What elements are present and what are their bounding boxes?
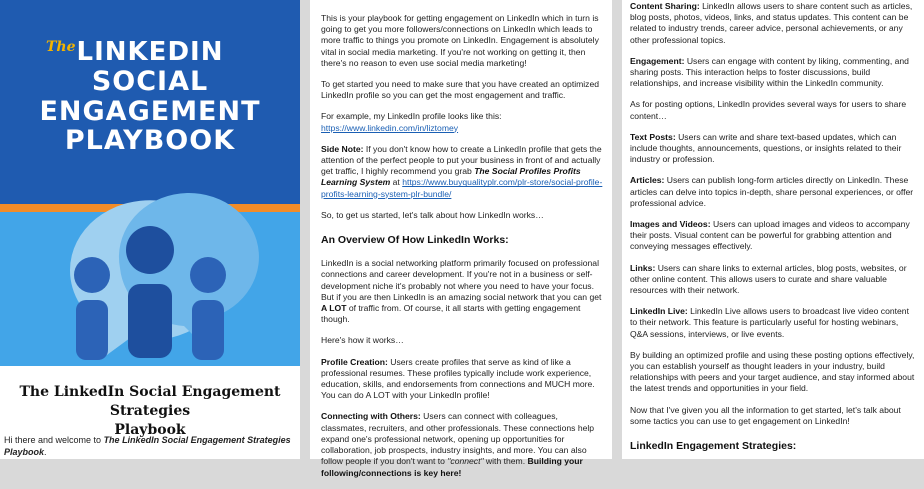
- paragraph: For example, my LinkedIn profile looks like this: https://www.linkedin.com/in/liztomey: [321, 111, 502, 133]
- page-3-text: [630, 1, 918, 464]
- paragraph: Now that I've given you all the information to get started, let's talk about some tactics you can use to get engagement on LinkedIn!: [630, 404, 901, 426]
- intro-paragraph: Hi there and welcome to The LinkedIn Social Engagement Strategies Playbook.: [4, 435, 291, 457]
- text-posts-item: Text Posts: Users can write and share text-based updates, which can include thoughts, announcements, questions, or insights related to their industry or profession.: [630, 131, 902, 165]
- engagement-item: Engagement: Users can engage with content by liking, commenting, and sharing posts. This interaction helps to foster discussions, build relationships, and increase visibility within the LinkedIn community.: [630, 55, 909, 89]
- profile-creation-item: Profile Creation: Users create profiles that serve as kind of like a professional resumes. These profiles typically include work experience, education, skills, and endorsements from connections and MUCH more. You can do A LOT with your LinkedIn profile!: [321, 356, 595, 401]
- connecting-item: Connecting with Others: Users can connect with colleagues, classmates, recruiters, and other professionals. These connections help expand one's professional network, opening up opportunities for collaboration, job prospects, industry insights, and more. You can also follow people if you don't want to "connect" with them. Building your following/connections is key here!: [321, 411, 595, 478]
- paragraph: To get started you need to make sure that you have created an optimized LinkedIn profile so you can get the most engagement and traffic.: [321, 79, 600, 101]
- page-1: [0, 0, 300, 459]
- paragraph: As for posting options, LinkedIn provides several ways for users to share content…: [630, 99, 907, 121]
- cover-title-line-1: LINKEDIN: [76, 37, 224, 67]
- section-heading: An Overview Of How LinkedIn Works:: [321, 234, 509, 247]
- content-sharing-item: Content Sharing: LinkedIn allows users to share content such as articles, blog posts, photos, videos, links, and status updates. This content can be related to industry trends, career advice, personal achievements, or any other professional topics.: [630, 1, 913, 45]
- intro-book-title: The LinkedIn Social Engagement Strategies Playbook: [4, 435, 291, 457]
- document-title-line-2: Playbook: [114, 422, 186, 438]
- section-heading: LinkedIn Engagement Strategies:: [630, 440, 797, 453]
- linkedin-live-item: LinkedIn Live: LinkedIn Live allows users to broadcast live video content to their network. This feature is particularly useful for hosting webinars, Q&A sessions, interviews, or live events.: [630, 306, 909, 339]
- images-videos-item: Images and Videos: Users can upload images and videos to accompany their posts. Visual content can be powerful for grabbing attention and conveying messages effectively.: [630, 219, 910, 252]
- document-title: [0, 383, 300, 440]
- page-2-text: [321, 13, 603, 489]
- paragraph: By building an optimized profile and using these posting options effectively, you can establish yourself as thought leaders in your industry, build relationships with peers and your target audience, and stay informed about the latest trends and opportunities in your field.: [630, 349, 915, 394]
- links-item: Links: Users can share links to external articles, blog posts, websites, or other online content. This allows users to curate and share valuable resources with their network.: [630, 262, 907, 296]
- paragraph: Here's how it works…: [321, 335, 404, 346]
- people-group-icon: [0, 150, 300, 366]
- cover-image: [0, 0, 300, 366]
- product-link[interactable]: https://www.buyqualityplr.com/plr-store/social-profile-profits-learning-system-plr-bundle/: [321, 177, 603, 199]
- product-name: The Social Profiles Profits Learning System: [321, 166, 581, 188]
- paragraph: LinkedIn is a social networking platform primarily focused on professional connections and career development. If you're not in a business or self-development niche it's probably not where you need to have your focus. But if you are then LinkedIn is an amazing social network that you can get A LOT of traffic from. Of course, it all starts with getting engagement though.: [321, 258, 602, 325]
- cover-title-line-4: PLAYBOOK: [64, 125, 236, 156]
- cover-the: The: [46, 39, 76, 55]
- articles-item: Articles: Users can publish long-form articles directly on LinkedIn. These articles can delve into topics in-depth, share personal experiences, or offer professional advice.: [630, 175, 914, 208]
- cover-title-line-3: ENGAGEMENT: [39, 96, 261, 127]
- page-2: [310, 0, 612, 478]
- page-3: [622, 0, 924, 459]
- side-note: Side Note: If you don't know how to create a LinkedIn profile that gets the attention of the perfect people to put your business in front of and actually get traffic, I highly recommend you grab The Social Profiles Profits Learning System at https://www.buyqualityplr.com/plr-store/social-profile-profits-learning-system-plr-bundle/: [321, 143, 603, 199]
- paragraph: This is your playbook for getting engagement on LinkedIn which in turn is going to get you more followers/connections on LinkedIn which leads to more traffic to things you promote on LinkedIn. Engagement is absolutely vital in social media marketing. If you're not working on getting it, then there's no reason to even use social media marketing!: [321, 13, 599, 68]
- cover-title-line-2: SOCIAL: [91, 66, 209, 97]
- profile-link[interactable]: https://www.linkedin.com/in/liztomey: [321, 122, 459, 133]
- paragraph: So, to get us started, let's talk about how LinkedIn works…: [321, 209, 544, 220]
- document-title-line-1: The LinkedIn Social Engagement Strategies: [19, 384, 281, 419]
